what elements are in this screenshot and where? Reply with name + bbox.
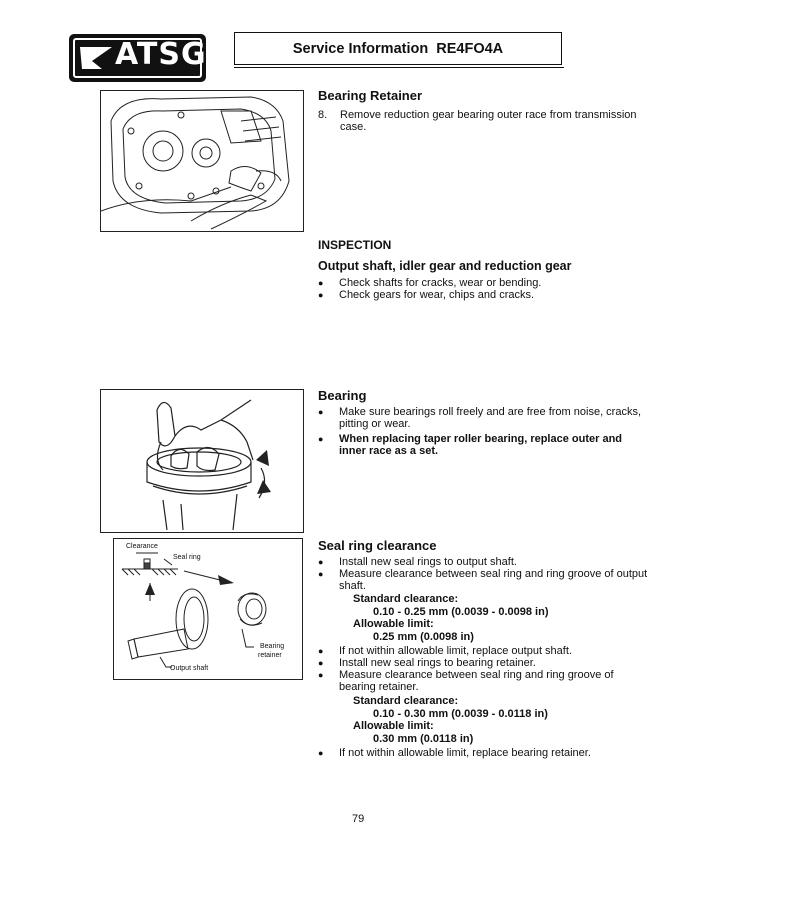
std-clearance-label-b: Standard clearance:	[353, 695, 459, 707]
logo-emblem-icon	[78, 43, 114, 73]
inspection-title: INSPECTION	[318, 238, 392, 252]
list-item: ● Check shafts for cracks, wear or bending.	[317, 277, 657, 289]
inspection-list	[317, 277, 657, 301]
seal-ring-list-c	[317, 747, 651, 759]
allowable-limit-value-b: 0.30 mm (0.0118 in)	[373, 733, 474, 745]
up-arrow-icon	[145, 583, 155, 595]
transmission-case-illustration	[101, 91, 303, 231]
label-bearing: Bearing	[260, 643, 285, 650]
list-item: ● If not within allowable limit, replace output shaft.	[317, 645, 651, 657]
header-title-text: Service Information	[292, 41, 429, 57]
list-item: ● When replacing taper roller bearing, replace outer and inner race as a set.	[317, 433, 651, 457]
bearing-illustration	[101, 390, 303, 532]
logo-text: ATSG	[115, 37, 207, 72]
label-output-shaft: Output shaft	[170, 665, 209, 672]
seal-ring-title: Seal ring clearance	[318, 538, 437, 553]
figure-transmission-case	[100, 90, 304, 232]
bearing-retainer-step-number: 8.	[318, 109, 328, 121]
inspection-subtitle: Output shaft, idler gear and reduction gear	[318, 259, 572, 273]
header-title-box	[234, 32, 562, 65]
std-clearance-value-b: 0.10 - 0.30 mm (0.0039 - 0.0118 in)	[373, 708, 548, 720]
figure-bearing	[100, 389, 304, 533]
rotation-arrow-icon	[256, 450, 269, 466]
seal-ring-list-b	[317, 645, 651, 693]
atsg-logo	[69, 34, 206, 82]
page-number: 79	[352, 813, 365, 825]
header-title	[235, 41, 561, 57]
seal-ring-list-a	[317, 556, 651, 592]
std-clearance-label-a: Standard clearance:	[353, 593, 459, 605]
header-rule	[234, 67, 564, 68]
label-clearance: Clearance	[126, 543, 158, 550]
bearing-retainer-title: Bearing Retainer	[318, 88, 423, 103]
bearing-title: Bearing	[318, 388, 367, 403]
allowable-limit-value-a: 0.25 mm (0.0098 in)	[373, 631, 474, 643]
allowable-limit-label-a: Allowable limit:	[353, 618, 434, 630]
std-clearance-value-a: 0.10 - 0.25 mm (0.0039 - 0.0098 in)	[373, 606, 549, 618]
figure-seal-ring	[113, 538, 303, 680]
list-item: ● Measure clearance between seal ring and ring groove of output shaft.	[317, 568, 651, 592]
header-model: RE4FO4A	[436, 41, 504, 57]
list-item: ● Make sure bearings roll freely and are free from noise, cracks, pitting or wear.	[317, 406, 651, 430]
bearing-list	[317, 406, 651, 457]
list-item: ● Install new seal rings to output shaft.	[317, 556, 651, 568]
list-item: ● Check gears for wear, chips and cracks.	[317, 289, 657, 301]
label-retainer: retainer	[258, 652, 282, 659]
list-item: ● Measure clearance between seal ring and ring groove of bearing retainer.	[317, 669, 651, 693]
label-seal-ring: Seal ring	[173, 554, 201, 561]
list-item: ● Install new seal rings to bearing retainer.	[317, 657, 651, 669]
allowable-limit-label-b: Allowable limit:	[353, 720, 434, 732]
bearing-retainer-step-text: Remove reduction gear bearing outer race from transmission case.	[340, 109, 637, 133]
list-item: ● If not within allowable limit, replace bearing retainer.	[317, 747, 651, 759]
